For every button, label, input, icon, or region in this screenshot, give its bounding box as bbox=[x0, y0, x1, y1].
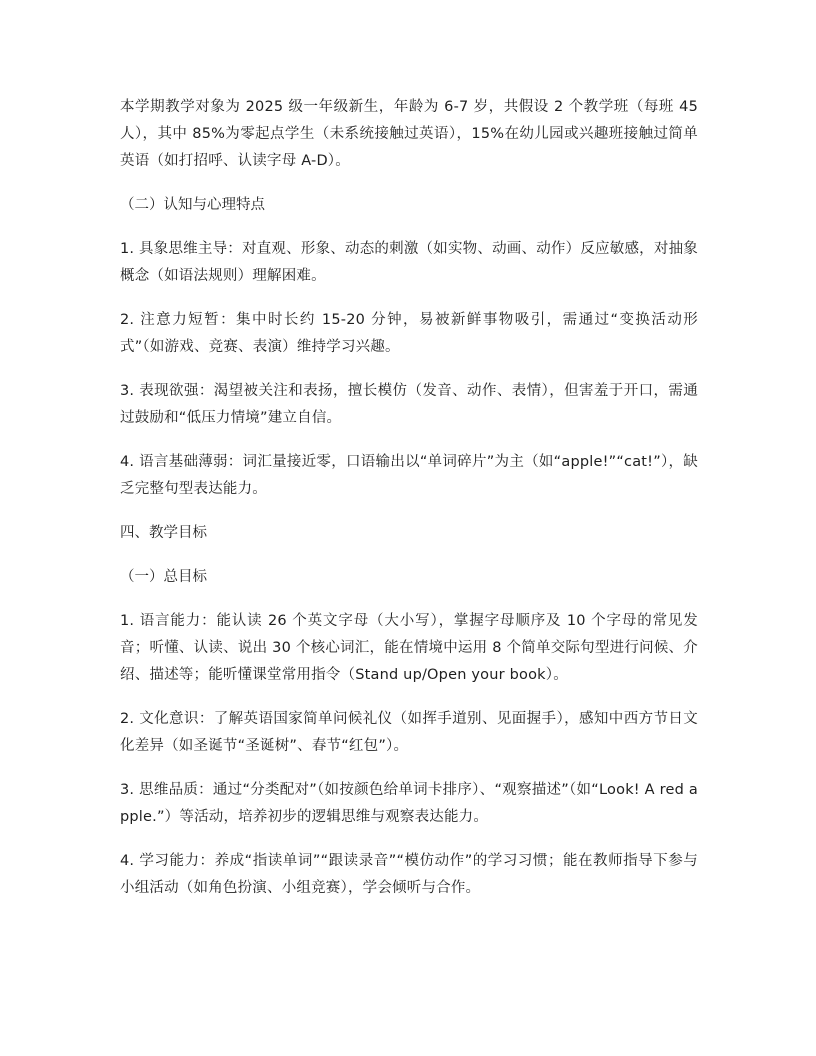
goal-item-4: 4. 学习能力：养成“指读单词”“跟读录音”“模仿动作”的学习习惯；能在教师指导下参与小组活动（如角色扮演、小组竞赛），学会倾听与合作。 bbox=[120, 853, 698, 896]
document-page bbox=[120, 94, 698, 919]
goal-item-2: 2. 文化意识：了解英语国家简单问候礼仪（如挥手道别、见面握手），感知中西方节日文化差异（如圣诞节“圣诞树”、春节“红包”）。 bbox=[120, 711, 698, 754]
section-heading-teaching-goals: 四、教学目标 bbox=[120, 525, 207, 541]
goal-item-3: 3. 思维品质：通过“分类配对”（如按颜色给单词卡排序）、“观察描述”（如“Look! A red apple.”）等活动，培养初步的逻辑思维与观察表达能力。 bbox=[120, 782, 698, 825]
trait-item-2: 2. 注意力短暂：集中时长约 15-20 分钟，易被新鲜事物吸引，需通过“变换活动形式”（如游戏、竞赛、表演）维持学习兴趣。 bbox=[120, 312, 698, 355]
subsection-heading-overall-goal: （一）总目标 bbox=[120, 569, 207, 585]
goal-item-1: 1. 语言能力：能认读 26 个英文字母（大小写），掌握字母顺序及 10 个字母的常见发音；听懂、认读、说出 30 个核心词汇，能在情境中运用 8 个简单交际句型进行问候、介绍、描述等；能听懂课堂常用指令（Stand up/Open your book）。 bbox=[120, 613, 698, 683]
section-heading-cognitive-traits: （二）认知与心理特点 bbox=[120, 197, 265, 213]
trait-item-3: 3. 表现欲强：渴望被关注和表扬，擅长模仿（发音、动作、表情），但害羞于开口，需通过鼓励和“低压力情境”建立自信。 bbox=[120, 383, 698, 426]
trait-item-4: 4. 语言基础薄弱：词汇量接近零，口语输出以“单词碎片”为主（如“apple!”“cat!”），缺乏完整句型表达能力。 bbox=[120, 454, 698, 497]
trait-item-1: 1. 具象思维主导：对直观、形象、动态的刺激（如实物、动画、动作）反应敏感，对抽象概念（如语法规则）理解困难。 bbox=[120, 241, 698, 284]
intro-paragraph: 本学期教学对象为 2025 级一年级新生，年龄为 6-7 岁，共假设 2 个教学班（每班 45 人），其中 85%为零起点学生（未系统接触过英语），15%在幼儿园或兴趣班接触过简单英语（如打招呼、认读字母 A-D）。 bbox=[120, 99, 698, 169]
